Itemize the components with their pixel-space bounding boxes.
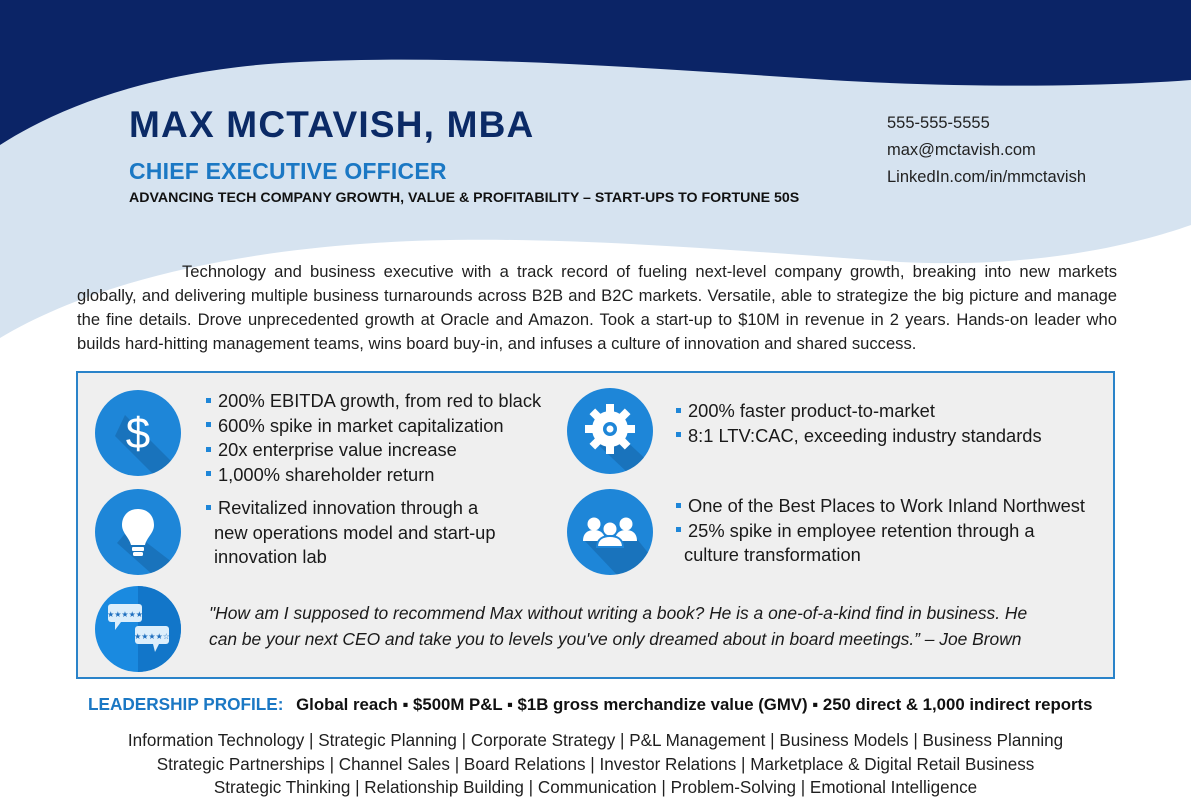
leadership-profile-label: LEADERSHIP PROFILE: [88,694,284,714]
list-item: 200% faster product-to-market [676,399,1042,424]
culture-results: One of the Best Places to Work Inland Northwest 25% spike in employee retention through a culture transformation [676,494,1085,568]
list-item: 200% EBITDA growth, from red to black [206,389,541,414]
leadership-profile [88,694,1092,715]
tagline: ADVANCING TECH COMPANY GROWTH, VALUE & PROFITABILITY – START-UPS TO FORTUNE 50S [129,190,800,206]
dollar-icon [95,390,181,476]
highlights-box [76,371,1115,679]
list-item: 25% spike in employee retention through a [676,519,1085,544]
executive-summary [77,260,1117,356]
list-item: 20x enterprise value increase [206,438,541,463]
list-item: 1,000% shareholder return [206,463,541,488]
email-address[interactable]: max@mctavish.com [887,141,1036,159]
summary-text: Technology and business executive with a track record of fueling next-level company growth, breaking into new markets globally, and delivering multiple business turnarounds across B2B and B2C markets. Versatile, able to strategize the big picture and manage the fine details. Drove unprecedented growth at Oracle and Amazon. Took a start-up to $10M in revenue in 2 years. Hands-on leader who builds hard-hitting management teams, wins board buy-in, and infuses a culture of innovation and shared success. [77,262,1117,353]
svg-text:★★★★★: ★★★★★ [107,610,143,619]
skills-line: Strategic Thinking | Relationship Building | Communication | Problem-Solving | Emotional Intelligence [213,778,978,797]
operations-results [676,399,1042,448]
innovation-results: Revitalized innovation through a new operations model and start-up innovation lab [206,496,496,570]
linkedin-url[interactable]: LinkedIn.com/in/mmctavish [887,168,1086,186]
job-title: CHIEF EXECUTIVE OFFICER [129,158,447,184]
contact-info [887,110,1086,191]
lightbulb-icon [95,489,181,575]
list-item: Revitalized innovation through a [206,496,496,521]
svg-text:★★★★☆: ★★★★☆ [134,632,170,641]
list-item: 8:1 LTV:CAC, exceeding industry standards [676,424,1042,449]
financial-results [206,389,541,487]
list-item: One of the Best Places to Work Inland Northwest [676,494,1085,519]
testimonial-quote: "How am I supposed to recommend Max without writing a book? He is a one-of-a-kind find in business. He can be your next CEO and take you to levels you've only dreamed about in board meetings.” – Joe Brown [209,603,1028,649]
svg-text:$: $ [125,409,151,458]
skills-line: Information Technology | Strategic Planning | Corporate Strategy | P&L Management | Business Models | Business Planning [127,731,1064,750]
gear-icon [567,388,653,474]
skills-line: Strategic Partnerships | Channel Sales | Board Relations | Investor Relations | Marketplace & Digital Retail Business [156,754,1035,774]
reviews-icon [95,586,181,672]
candidate-name: MAX MCTAVISH, MBA [129,104,535,145]
phone-number: 555-555-5555 [887,114,990,132]
list-item: 600% spike in market capitalization [206,414,541,439]
people-icon [567,489,653,575]
leadership-profile-text: Global reach ▪ $500M P&L ▪ $1B gross merchandize value (GMV) ▪ 250 direct & 1,000 indirect reports [296,695,1093,714]
core-competencies [0,729,1191,800]
